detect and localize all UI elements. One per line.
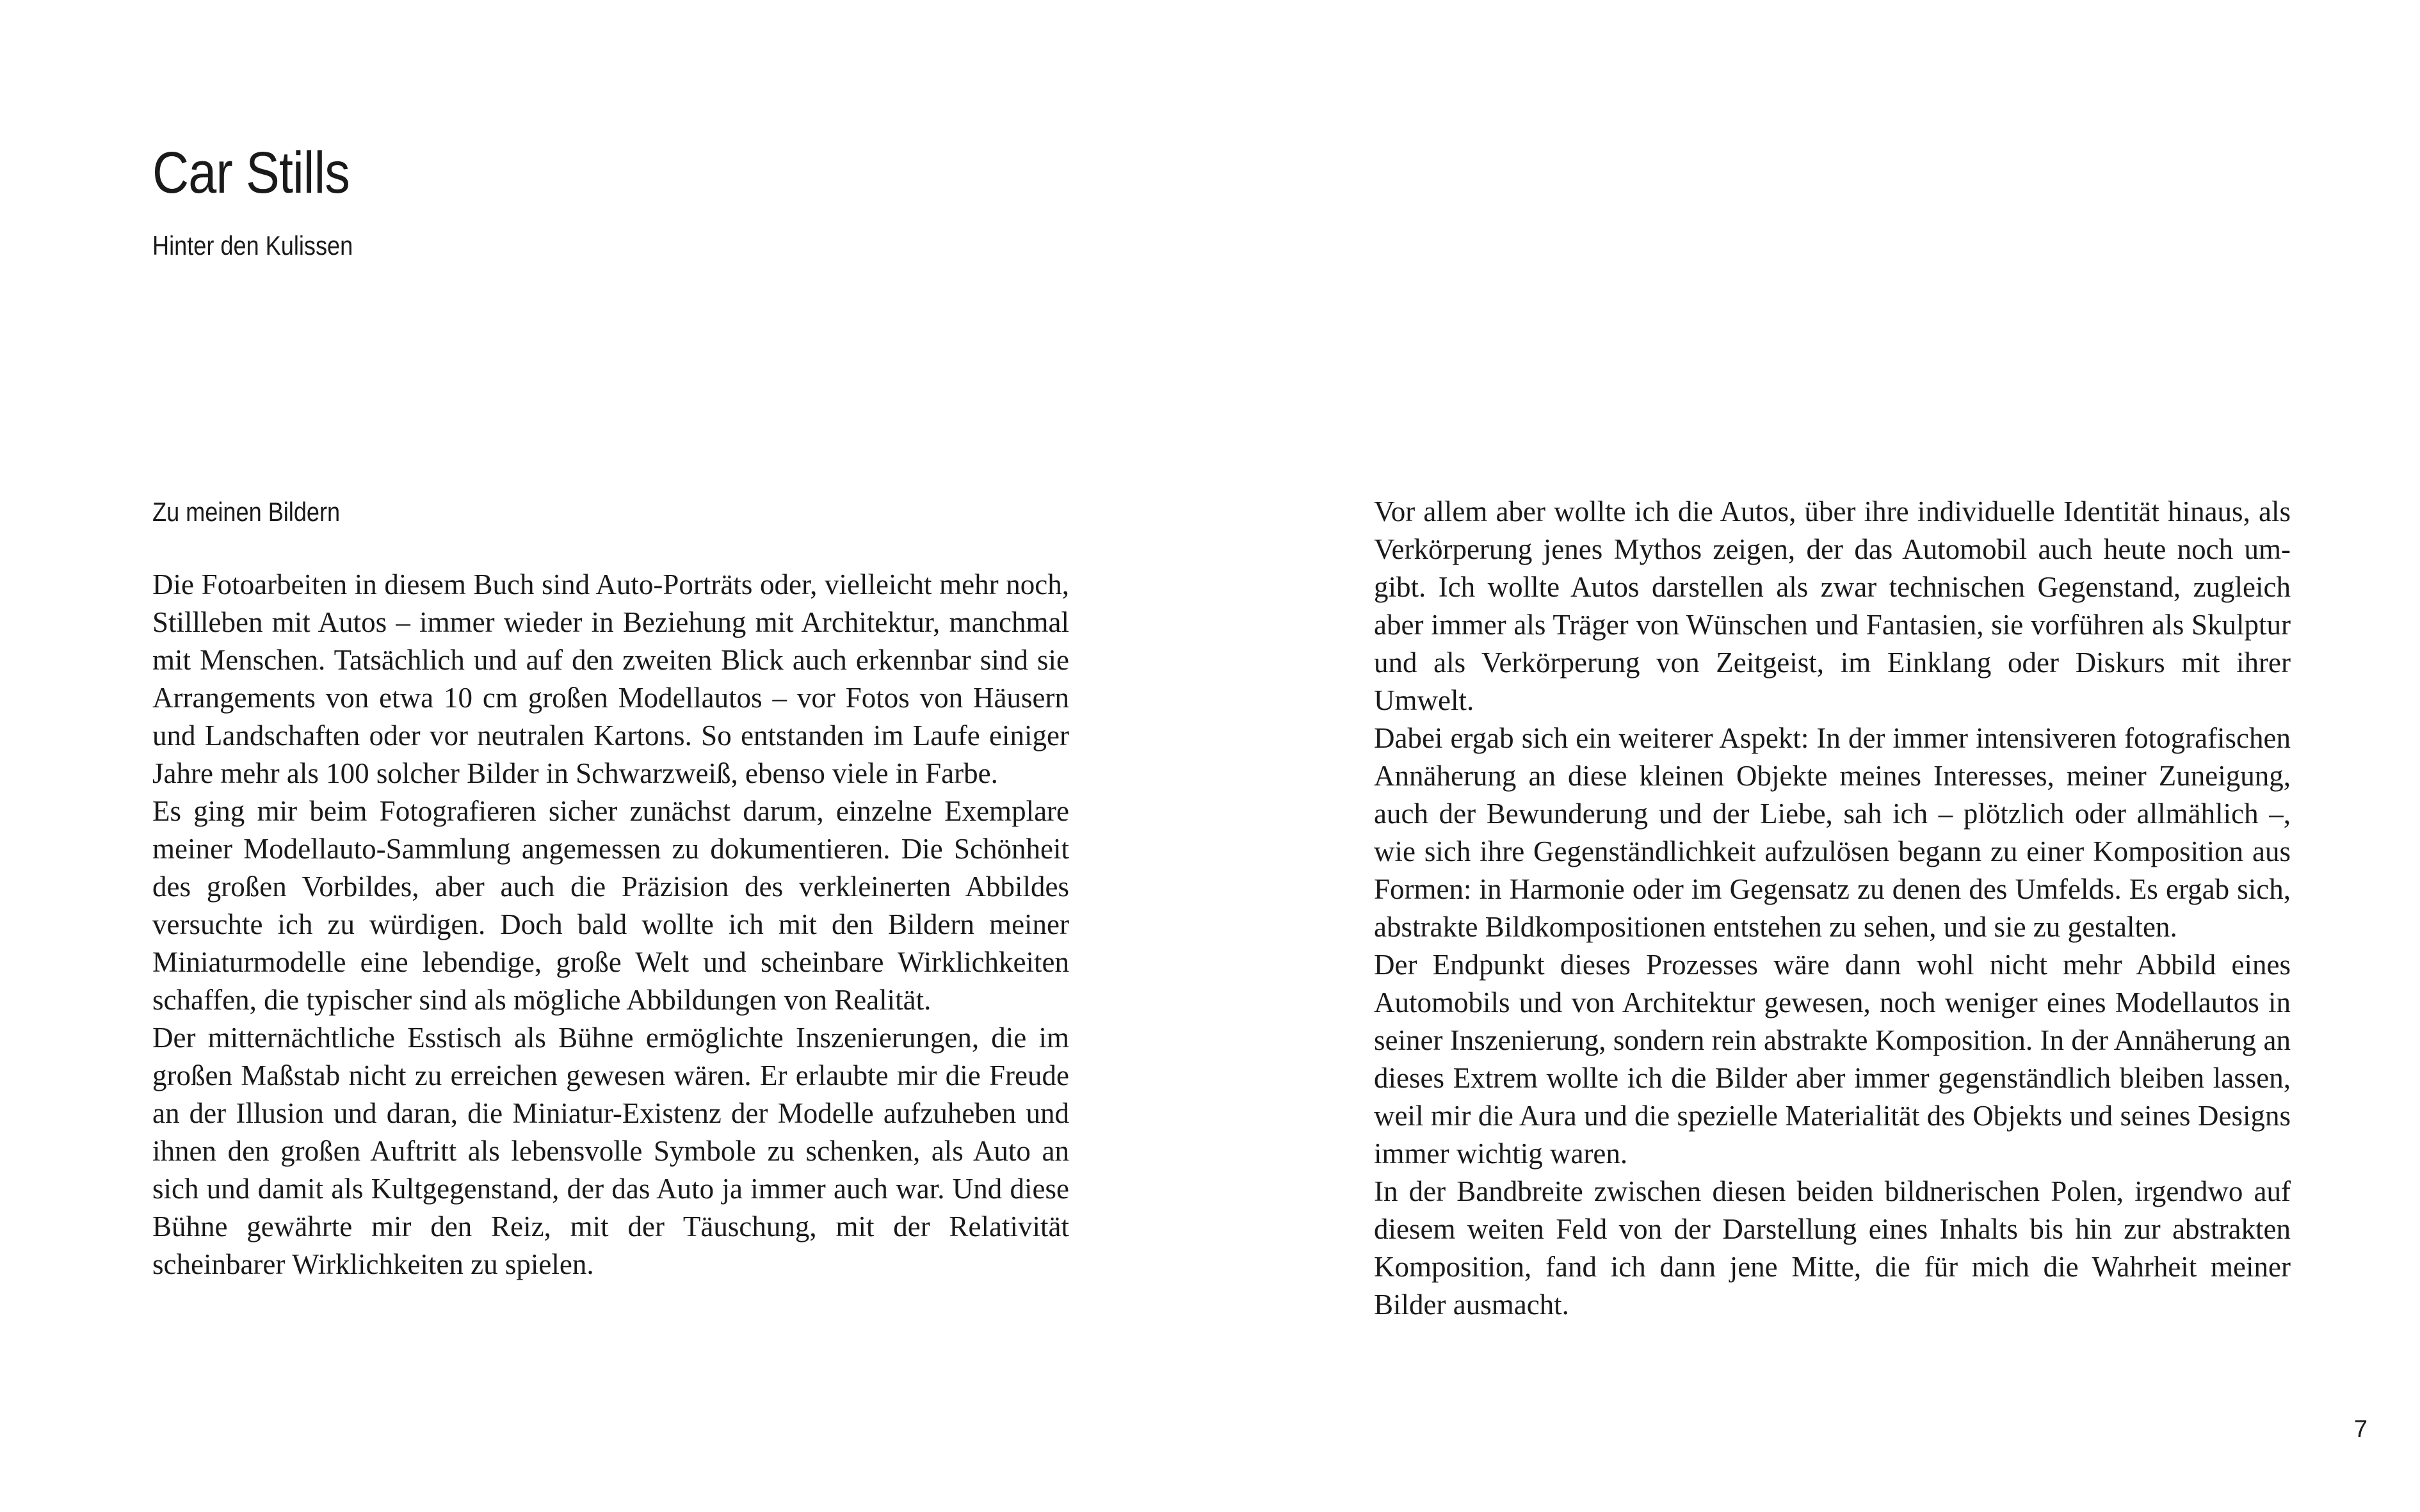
paragraph: In der Bandbreite zwischen diesen beiden bildnerischen Polen, irgendwo auf diesem weiten Feld von der Darstellung eines Inhalts bis hin zur abstrakten Komposition, fand ich dann jene Mitte, die für mich die Wahrheit meiner Bilder ausmacht. (1374, 1175, 2291, 1321)
page-number: 7 (2353, 1416, 2368, 1443)
right-text-column (1374, 493, 2291, 1324)
paragraph: Der Endpunkt dieses Prozesses wäre dann wohl nicht mehr Abbild eines Automobils und von Architektur gewesen, noch weniger eines Modellautos in seiner Inszenierung, sondern rein abstrakte Komposition. In der Annäherung an dieses Extrem wollte ich die Bilder aber immer gegenständlich bleiben lassen, weil mir die Aura und die spezielle Materialität des Objekts und seines Designs immer wichtig waren. (1374, 949, 2291, 1170)
paragraph: Es ging mir beim Fotografieren sicher zunächst darum, einzelne Exemplare meiner Modellauto-Sammlung angemessen zu dokumentieren. Die Schönheit des großen Vorbildes, aber auch die Präzision des verkleinerten Abbildes versuchte ich zu würdigen. Doch bald wollte ich mit den Bildern meiner Miniaturmodelle eine lebendige, große Welt und scheinbare Wirklichkeiten schaffen, die typischer sind als mögliche Abbildungen von Realität. (152, 795, 1069, 1016)
left-text-column (152, 566, 1069, 1283)
section-heading: Zu meinen Bildern (152, 497, 341, 527)
page-title: Car Stills (152, 140, 350, 205)
paragraph: Dabei ergab sich ein weiterer Aspekt: In der immer intensiveren fotografischen Annäherung an diese kleinen Objekte meines Interesses, meiner Zuneigung, auch der Bewunderung und der Liebe, sah ich – plötzlich oder allmählich –, wie sich ihre Gegenständlichkeit aufzulösen begann zu einer Komposition aus Formen: in Harmonie oder im Gegensatz zu denen des Umfelds. Es ergab sich, abstrakte Bildkompositionen entstehen zu sehen, und sie zu gestalten. (1374, 722, 2291, 943)
page-subtitle: Hinter den Kulissen (152, 230, 353, 261)
paragraph: Die Fotoarbeiten in diesem Buch sind Auto-Porträts oder, vielleicht mehr noch, Stillleben mit Autos – immer wieder in Beziehung mit Architektur, manchmal mit Menschen. Tatsächlich und auf den zweiten Blick auch erkennbar sind sie Arrangements von etwa 10 cm großen Modellautos – vor Fotos von Häusern und Landschaften oder vor neutralen Kartons. So entstanden im Laufe einiger Jahre mehr als 100 solcher Bilder in Schwarzweiß, ebenso viele in Farbe. (152, 568, 1069, 789)
paragraph: Der mitternächtliche Esstisch als Bühne ermöglichte Inszenierungen, die im großen Maßstab nicht zu erreichen gewesen wären. Er erlaubte mir die Freude an der Illusion und daran, die Miniatur-Existenz der Modelle aufzuheben und ihnen den großen Auftritt als lebensvolle Symbole zu schenken, als Auto an sich und damit als Kultgegenstand, der das Auto ja immer auch war. Und diese Bühne gewährte mir den Reiz, mit der Täuschung, mit der Relativität scheinbarer Wirklichkeiten zu spielen. (152, 1022, 1069, 1280)
paragraph: Vor allem aber wollte ich die Autos, über ihre individuelle Identität hinaus, als Verkörperung jenes Mythos zeigen, der das Automobil auch heute noch umgibt. Ich wollte Autos darstellen als zwar technischen Gegenstand, zugleich aber immer als Träger von Wünschen und Fantasien, sie vorführen als Skulptur und als Verkörperung von Zeitgeist, im Einklang oder Diskurs mit ihrer Umwelt. (1374, 495, 2291, 716)
